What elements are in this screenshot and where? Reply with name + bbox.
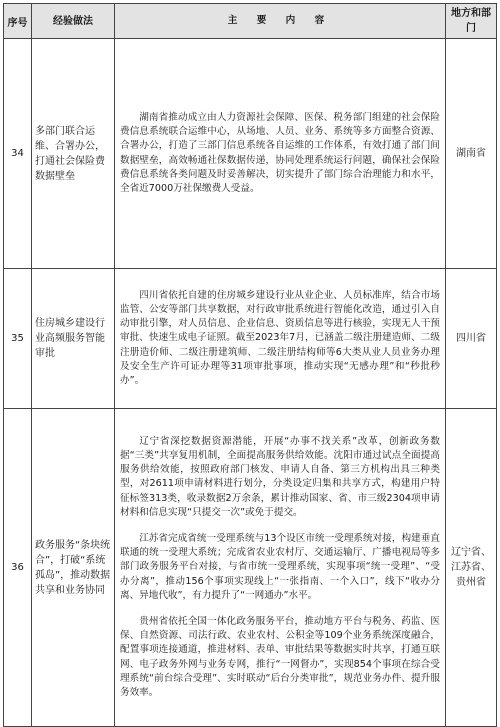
content-paragraph: 贵州省依托全国一体化政务服务平台，推动地方平台与税务、药监、医保、自然资源、司法行政、农业农村、公积金等109个业务系统深度融合，配置事项连接通道，推进材料、表单、审批结果等数据实时共享，打通互联网、电子政务外网与业务专网，推行“一网督办”，实现854个事项在综合受理系统“前台综合受理”、实时联动“后台分类审批”，规范业务办件、提升服务效率。 [120, 616, 440, 699]
table-row [4, 269, 497, 409]
content-paragraph: 湖南省推动成立由人力资源社会保障、医保、税务部门组建的社会保险费信息系统联合运维中心，从场地、人员、业务、系统等多方面整合资源、合署办公，打造了三部门信息系统各自运维的工作体系，有效打通了部门间数据壁垒，高效畅通社保数据传递，协同处理系统运行问题，确保社会保险费信息系统各类问题及时妥善解决，切实提升了部门综合治理能力和水平，全省近7000万社保缴费人受益。 [120, 111, 440, 194]
row-content [115, 39, 446, 269]
content-paragraph: 江苏省完成省统一受理系统与13个设区市统一受理系统对接，构建垂直联通的统一受理大系统；完成省农业农村厅、交通运输厅、广播电视局等多部门政务服务平台对接，与省市统一受理系统，实现事项“统一受理”、“受办分离”，推动156个事项实现线上“一张指南、一个入口”，线下“收办分离、异地代收”，有力提升了“一网通办”水平。 [120, 532, 440, 601]
content-paragraph: 辽宁省深挖数据资源潜能，开展“办事不找关系”改革，创新政务数据“三类”共享复用机制，全面提高服务供给效能。沈阳市通过试点全面提高服务供给效能，按照政府部门核发、申请人自备、第三方机构出具三种类型，对2611项申请材料进行划分，分类设定归集和共享方式，构建用户特征标签313类，收录数据2万余条，累计推动国家、省、市三级2304项申请材料和信息实现“只提交一次”或免于提交。 [120, 435, 440, 518]
experience-table [3, 3, 497, 727]
header-index: 序号 [4, 4, 32, 39]
row-index: 35 [4, 269, 32, 409]
row-practice: 住房城乡建设行业高频服务智能审批 [32, 269, 115, 409]
row-index: 34 [4, 39, 32, 269]
row-region: 辽宁省、江苏省、贵州省 [446, 409, 497, 727]
row-index: 36 [4, 409, 32, 727]
header-region: 地方和部门 [446, 4, 497, 39]
row-practice: 多部门联合运维、合署办公，打通社会保险费数据壁垒 [32, 39, 115, 269]
table-row [4, 409, 497, 727]
row-content [115, 269, 446, 409]
row-region: 四川省 [446, 269, 497, 409]
row-practice: 政务服务“条块统合”，打破“系统孤岛”，推动数据共享和业务协同 [32, 409, 115, 727]
header-content: 主 要 内 容 [115, 4, 446, 39]
row-content [115, 409, 446, 727]
table-row [4, 39, 497, 269]
content-paragraph: 四川省依托自建的住房城乡建设行业从业企业、人员标准库，结合市场监管、公安等部门共享数据，对行政审批系统进行智能化改造，通过引入自动审批引擎，对人员信息、企业信息、资质信息等进行核验，实现无人干预审批、快速生成电子证照。截至2023年7月，已涵盖二级注册建造师、二级注册造价师、二级注册建筑师、二级注册结构师等6大类从业人员业务办理及安全生产许可证办理等31项审批事项，推动实现“无感办理”和“秒批秒办”。 [120, 289, 440, 386]
row-region: 湖南省 [446, 39, 497, 269]
header-practice: 经验做法 [32, 4, 115, 39]
table-header-row [4, 4, 497, 39]
